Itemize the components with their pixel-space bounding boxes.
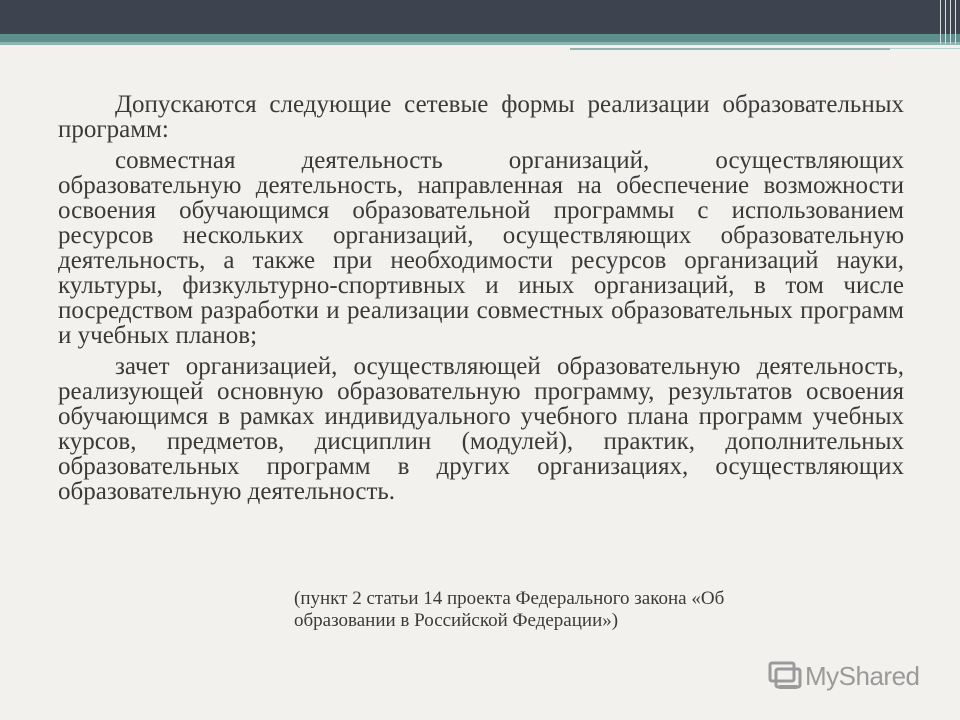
paragraph-intro: Допускаются следующие сетевые формы реализации образовательных программ: — [58, 91, 904, 143]
corner-decoration — [936, 0, 960, 44]
slide-header-bar — [0, 0, 960, 34]
citation-line-2: образовании в Российской Федерации») — [294, 610, 619, 631]
accent-line-thin — [890, 48, 960, 49]
watermark-logo — [767, 656, 937, 696]
paragraph-credit: зачет организацией, осуществляющей образовательную деятельность, реализующей основную образовательную программу, результатов освоения обучающимся в рамках индивидуального учебного плана программ учебных курсов, предметов, дисциплин (модулей), практик, дополнительных образовательных программ в других организациях, осуществляющих образовательную деятельность. — [58, 353, 904, 505]
paragraph-joint-activity: совместная деятельность организаций, осуществляющих образовательную деятельность, направленная на обеспечение возможности освоения обучающимся образовательной программы с использованием ресурсов нескольких организаций, осуществляющих образовательную деятельность, а также при необходимости ресурсов организаций науки, культуры, физкультурно-спортивных и иных организаций, в том числе посредством разработки и реализации совместных образовательных программ и учебных планов; — [58, 147, 904, 349]
watermark-text: MyShared — [805, 660, 920, 691]
header-stripe-light — [0, 42, 960, 45]
citation-line-1: (пункт 2 статьи 14 проекта Федерального закона «Об — [294, 588, 725, 609]
myshared-logo-icon — [767, 659, 803, 693]
accent-line — [570, 48, 890, 50]
citation — [294, 588, 854, 632]
header-stripe — [0, 34, 960, 42]
slide-body — [58, 92, 904, 510]
